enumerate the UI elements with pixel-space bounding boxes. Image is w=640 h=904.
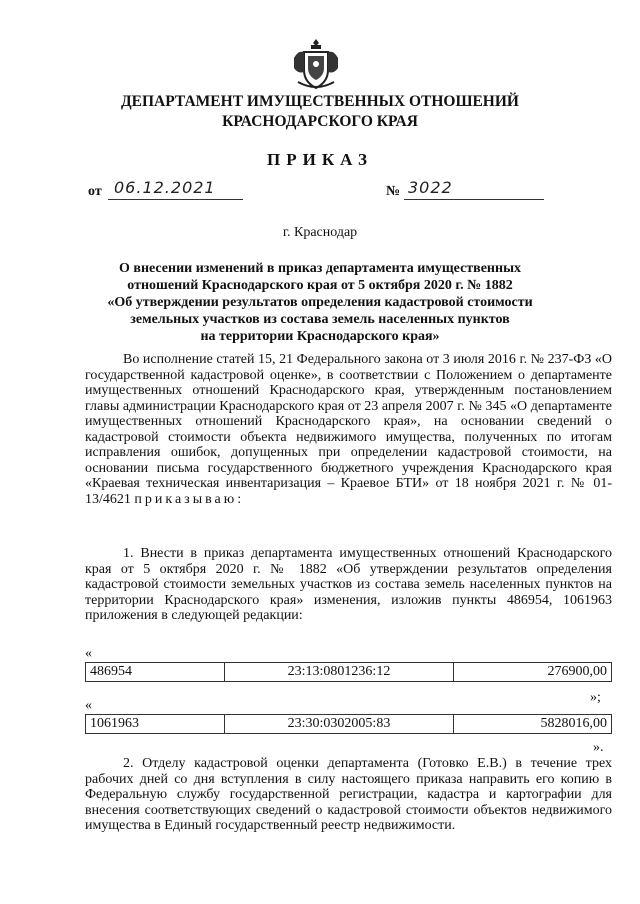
number-value: 3022 (408, 178, 453, 197)
row-number: 1061963 (86, 715, 225, 734)
item-1-paragraph: 1. Внести в приказ департамента имущественных отношений Краснодарского края от 5 октября 2020 г. № 1882 «Об утверждении результатов определения кадастровой стоимости земельных участков из состава земель населенных пунктов на территории Краснодарского края» изменения, изложив пункты 486954, 1061963 приложения в следующей редакции: (85, 546, 612, 623)
intro-text: Во исполнение статей 15, 21 Федерального закона от 3 июля 2016 г. № 237-ФЗ «О государственной кадастровой оценке», в соответствии с Положением о департаменте имущественных отношений Краснодарского края, утвержденным постановлением главы администрации Краснодарского края от 23 апреля 2007 г. № 345 «О департаменте имущественных отношений Краснодарского края», на основании сведений о кадастровой стоимости объекта недвижимого имущества, полученных по итогам исправления ошибок, допущенных при определении кадастровой стоимости, на основании письма государственного бюджетного учреждения Краснодарского края «Краевая техническая инвентаризация – Краевое БТИ» от 18 ноября 2021 г. № 01-13/4621 (85, 352, 612, 507)
number-field (404, 178, 544, 200)
item-2-paragraph: 2. Отделу кадастровой оценки департамента (Готовко Е.В.) в течение трех рабочих дней со дня вступления в силу настоящего приказа направить его копию в Федеральную службу государственной регистрации, кадастра и картографии для внесения соответствующих сведений о кадастровой стоимости объектов недвижимого имущества в Единый государственный реестр недвижимости. (85, 756, 612, 833)
doc-type: ПРИКАЗ (267, 150, 373, 169)
date-value: 06.12.2021 (114, 178, 216, 197)
city: г. Краснодар (282, 225, 358, 240)
cadastral-value: 5828016,00 (454, 715, 612, 734)
date-label: от (88, 184, 102, 199)
title-line: на территории Краснодарского края» (200, 329, 440, 344)
amendment-row-1 (85, 662, 612, 682)
title-line: отношений Краснодарского края от 5 октября 2020 г. № 1882 (127, 278, 513, 293)
title-line: «Об утверждении результатов определения кадастровой стоимости (107, 295, 533, 310)
cadastral-number: 23:13:0801236:12 (225, 663, 454, 682)
date-field (108, 178, 243, 200)
number-label: № (386, 184, 401, 199)
coat-of-arms-icon (290, 36, 342, 92)
quote-open: « (85, 646, 92, 661)
row-2-end: ». (593, 740, 604, 755)
cadastral-number: 23:30:0302005:83 (225, 715, 454, 734)
quote-open-2: « (85, 698, 92, 713)
row-1-end: »; (590, 690, 601, 705)
department-line-1: ДЕПАРТАМЕНТ ИМУЩЕСТВЕННЫХ ОТНОШЕНИЙ (121, 93, 519, 110)
order-word: приказываю: (134, 491, 245, 507)
department-line-2: КРАСНОДАРСКОГО КРАЯ (222, 113, 418, 130)
cadastral-value: 276900,00 (454, 663, 612, 682)
amendment-row-2 (85, 714, 612, 734)
order-title (100, 260, 540, 345)
intro-paragraph (85, 352, 612, 507)
row-number: 486954 (86, 663, 225, 682)
title-line: О внесении изменений в приказ департамента имущественных (119, 261, 521, 276)
title-line: земельных участков из состава земель населенных пунктов (130, 312, 510, 327)
